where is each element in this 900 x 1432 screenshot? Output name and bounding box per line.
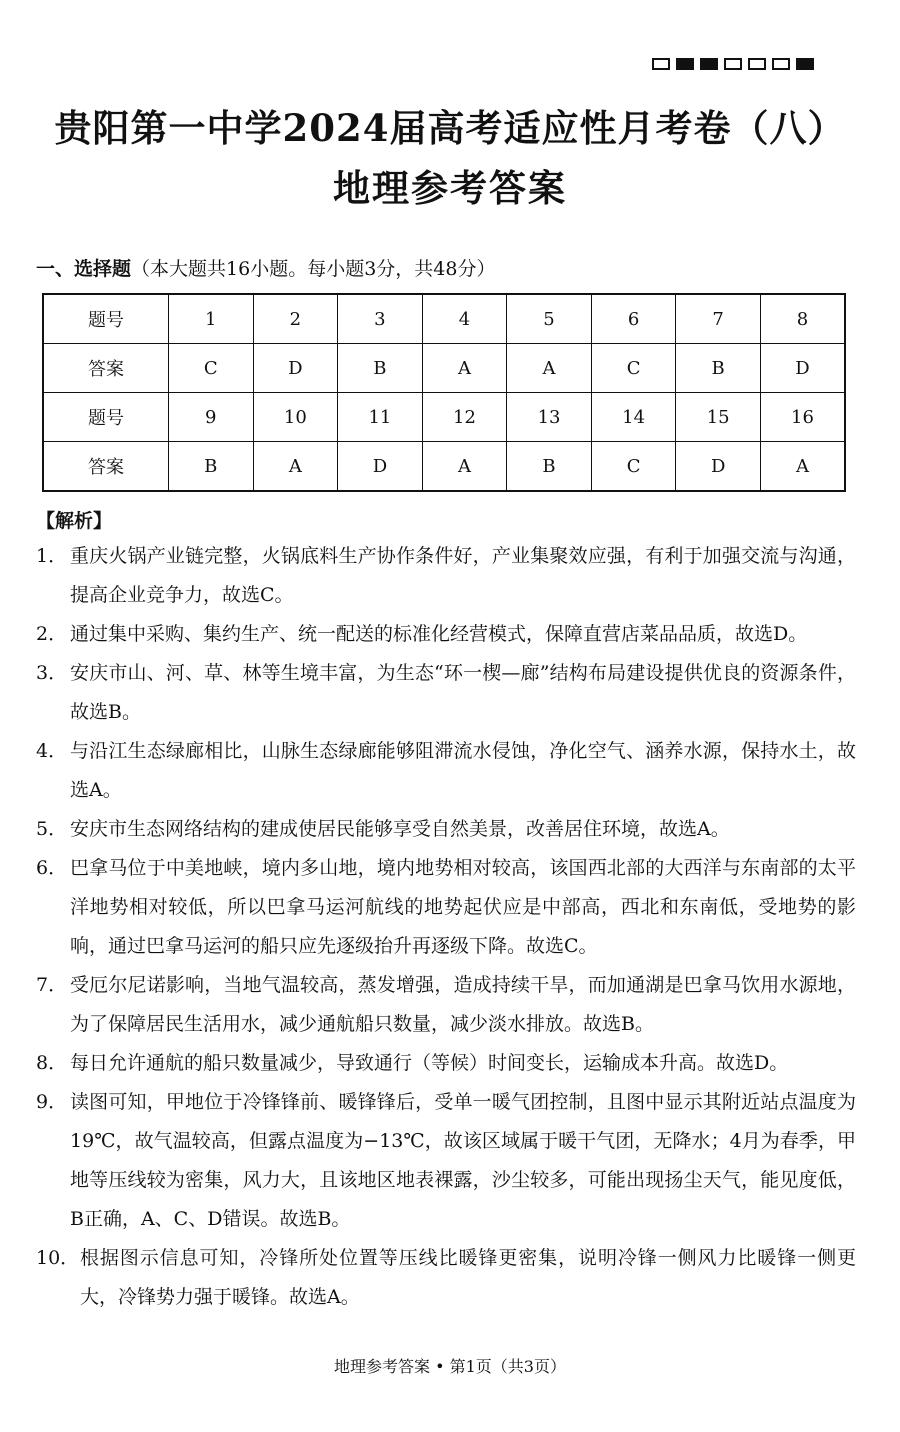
analysis-item: [36, 615, 856, 654]
question-number: 10: [253, 393, 338, 442]
question-number: 2: [253, 294, 338, 344]
code-box: [796, 58, 814, 70]
answer-cell: C: [169, 344, 254, 393]
page-footer: 地理参考答案 • 第1页（共3页）: [334, 1357, 566, 1376]
item-text: 通过集中采购、集约生产、统一配送的标准化经营模式，保障直营店菜品品质，故选D。: [70, 623, 808, 645]
answer-cell: D: [253, 344, 338, 393]
answer-cell: A: [507, 344, 592, 393]
code-box: [748, 58, 766, 70]
code-box: [700, 58, 718, 70]
answer-cell: A: [253, 442, 338, 492]
question-number: 11: [338, 393, 423, 442]
section-note: （本大题共16小题。每小题3分，共48分）: [131, 258, 496, 280]
item-number: 9．: [36, 1091, 68, 1113]
answer-cell: B: [169, 442, 254, 492]
item-text: 安庆市山、河、草、林等生境丰富，为生态“环一楔—廊”结构布局建设提供优良的资源条件，故选B。: [70, 662, 856, 723]
page-subtitle: 地理参考答案: [333, 166, 567, 210]
item-number: 5．: [36, 818, 68, 840]
item-text: 受厄尔尼诺影响，当地气温较高，蒸发增强，造成持续干旱，而加通湖是巴拿马饮用水源地，为了保障居民生活用水，减少通航船只数量，减少淡水排放。故选B。: [70, 974, 856, 1035]
question-number: 5: [507, 294, 592, 344]
answer-cell: C: [591, 344, 676, 393]
item-number: 7．: [36, 974, 68, 996]
analysis-list: [36, 537, 856, 1317]
answer-cell: D: [760, 344, 845, 393]
question-number: 8: [760, 294, 845, 344]
answer-cell: B: [676, 344, 761, 393]
question-number: 14: [591, 393, 676, 442]
analysis-item: [36, 654, 856, 732]
item-number: 2．: [36, 623, 68, 645]
item-number: 1．: [36, 545, 68, 567]
table-row: [43, 344, 845, 393]
analysis-item: [36, 966, 856, 1044]
code-box: [772, 58, 790, 70]
answer-cell: C: [591, 442, 676, 492]
question-number: 15: [676, 393, 761, 442]
answer-cell: A: [760, 442, 845, 492]
answer-cell: B: [507, 442, 592, 492]
page-code-marks: [652, 58, 814, 70]
answer-cell: D: [338, 442, 423, 492]
question-number: 12: [422, 393, 507, 442]
item-text: 每日允许通航的船只数量减少，导致通行（等候）时间变长，运输成本升高。故选D。: [70, 1052, 789, 1074]
code-box: [652, 58, 670, 70]
row-label: 答案: [43, 344, 169, 393]
question-number: 16: [760, 393, 845, 442]
item-text: 根据图示信息可知，冷锋所处位置等压线比暖锋更密集，说明冷锋一侧风力比暖锋一侧更大，冷锋势力强于暖锋。故选A。: [80, 1247, 856, 1308]
answer-cell: D: [676, 442, 761, 492]
row-label: 答案: [43, 442, 169, 492]
analysis-item: [36, 849, 856, 966]
analysis-item: [36, 1239, 856, 1317]
item-number: 4．: [36, 740, 68, 762]
table-row: [43, 442, 845, 492]
item-text: 读图可知，甲地位于冷锋锋前、暖锋锋后，受单一暖气团控制，且图中显示其附近站点温度为19℃，故气温较高，但露点温度为−13℃，故该区域属于暖干气团，无降水；4月为春季，甲地等压线较为密集，风力大，且该地区地表裸露，沙尘较多，可能出现扬尘天气，能见度低，B正确，A、C、D错误。故选B。: [70, 1091, 856, 1230]
section-heading: [36, 254, 495, 281]
item-number: 6．: [36, 857, 68, 879]
analysis-item: [36, 810, 856, 849]
question-number: 9: [169, 393, 254, 442]
answer-table: [42, 293, 846, 492]
answer-cell: A: [422, 442, 507, 492]
answer-cell: B: [338, 344, 423, 393]
analysis-item: [36, 732, 856, 810]
row-label: 题号: [43, 294, 169, 344]
item-number: 3．: [36, 662, 68, 684]
question-number: 1: [169, 294, 254, 344]
table-row: [43, 393, 845, 442]
page-title: 贵阳第一中学2024届高考适应性月考卷（八）: [54, 106, 846, 150]
item-text: 重庆火锅产业链完整，火锅底料生产协作条件好，产业集聚效应强，有利于加强交流与沟通，提高企业竞争力，故选C。: [70, 545, 856, 606]
section-title: 一、选择题: [36, 258, 132, 280]
question-number: 13: [507, 393, 592, 442]
item-text: 与沿江生态绿廊相比，山脉生态绿廊能够阻滞流水侵蚀，净化空气、涵养水源，保持水土，故选A。: [70, 740, 856, 801]
code-box: [676, 58, 694, 70]
answer-cell: A: [422, 344, 507, 393]
item-text: 巴拿马位于中美地峡，境内多山地，境内地势相对较高，该国西北部的大西洋与东南部的太平洋地势相对较低，所以巴拿马运河航线的地势起伏应是中部高，西北和东南低，受地势的影响，通过巴拿马运河的船只应先逐级抬升再逐级下降。故选C。: [70, 857, 856, 957]
item-number: 8．: [36, 1052, 68, 1074]
question-number: 6: [591, 294, 676, 344]
item-text: 安庆市生态网络结构的建成使居民能够享受自然美景，改善居住环境，故选A。: [70, 818, 730, 840]
analysis-item: [36, 537, 856, 615]
question-number: 7: [676, 294, 761, 344]
item-number: 10．: [36, 1247, 80, 1269]
analysis-heading: 【解析】: [36, 510, 113, 532]
question-number: 3: [338, 294, 423, 344]
table-row: [43, 294, 845, 344]
analysis-item: [36, 1083, 856, 1239]
code-box: [724, 58, 742, 70]
question-number: 4: [422, 294, 507, 344]
row-label: 题号: [43, 393, 169, 442]
analysis-item: [36, 1044, 856, 1083]
